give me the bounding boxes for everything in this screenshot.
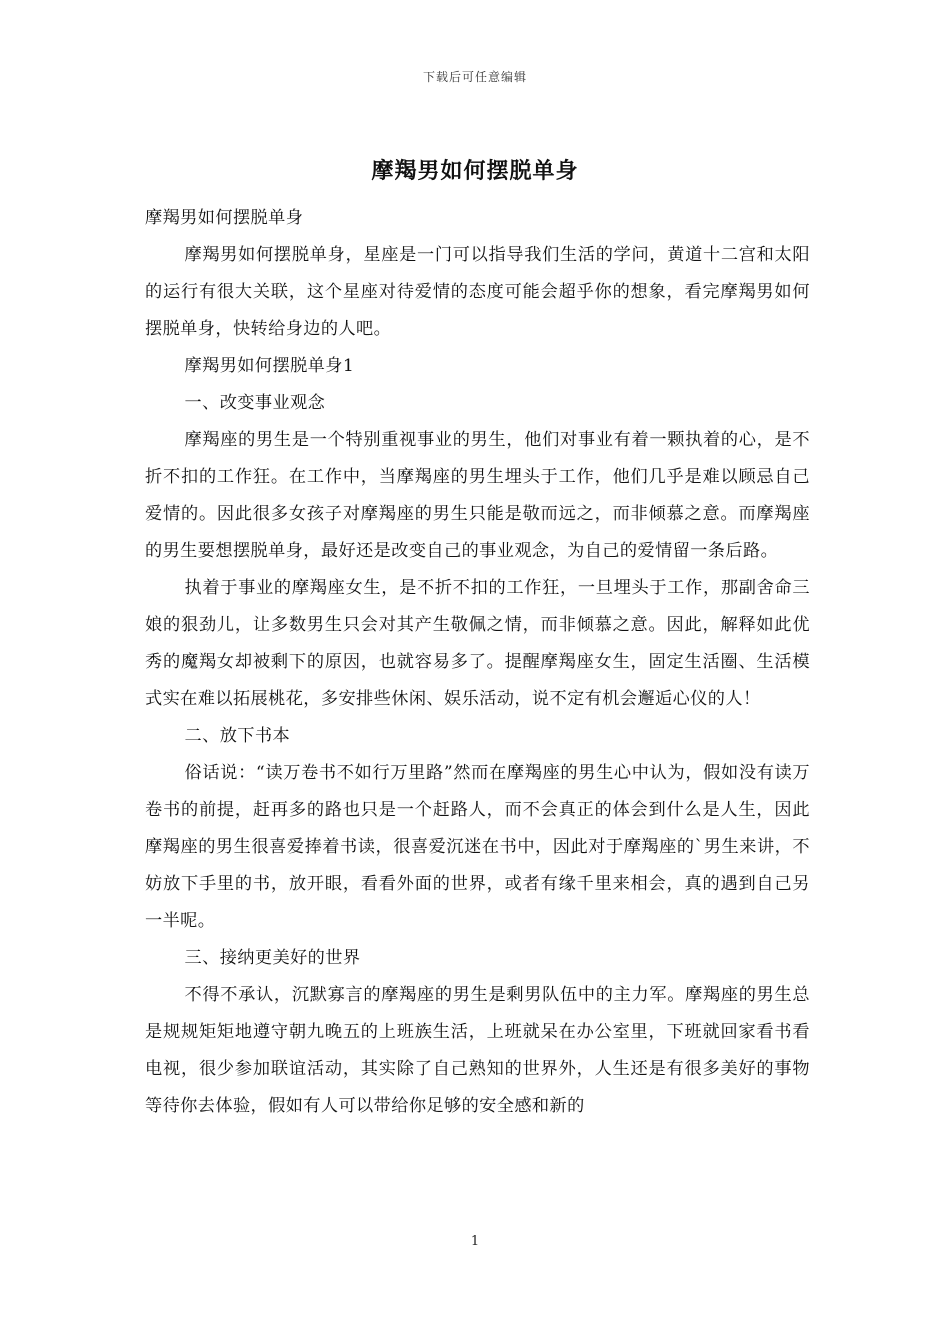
- page-header: 下载后可任意编辑: [422, 70, 527, 84]
- subtitle-line: 摩羯男如何摆脱单身: [145, 208, 304, 228]
- subheading-put-down-books: 二、放下书本: [184, 726, 291, 746]
- document-body: [145, 200, 810, 1125]
- body-paragraph: 俗话说：“读万卷书不如行万里路”然而在摩羯座的男生心中认为，假如没有读万卷书的前提，赶再多的路也只是一个赶路人，而不会真正的体会到什么是人生，因此摩羯座的男生很喜爱捧着书读，很喜爱沉迷在书中，因此对于摩羯座的`男生来讲，不妨放下手里的书，放开眼，看看外面的世界，或者有缘千里来相会，真的遇到自己另一半呢。: [145, 763, 811, 931]
- body-paragraph: 执着于事业的摩羯座女生，是不折不扣的工作狂，一旦埋头于工作，那副舍命三娘的狠劲儿，让多数男生只会对其产生敬佩之情，而非倾慕之意。因此，解释如此优秀的魔羯女却被剩下的原因，也就容易多了。提醒摩羯座女生，固定生活圈、生活模式实在难以拓展桃花，多安排些休闲、娱乐活动，说不定有机会邂逅心仪的人！: [145, 578, 810, 709]
- document-title: 摩羯男如何摆脱单身: [371, 158, 579, 184]
- section-heading-1: 摩羯男如何摆脱单身1: [184, 356, 355, 376]
- intro-paragraph: 摩羯男如何摆脱单身，星座是一门可以指导我们生活的学问，黄道十二宫和太阳的运行有很大关联，这个星座对待爱情的态度可能会超乎你的想象，看完摩羯男如何摆脱单身，快转给身边的人吧。: [145, 245, 810, 339]
- body-paragraph: 摩羯座的男生是一个特别重视事业的男生，他们对事业有着一颗执着的心，是不折不扣的工作狂。在工作中，当摩羯座的男生埋头于工作，他们几乎是难以顾忌自己爱情的。因此很多女孩子对摩羯座的男生只能是敬而远之，而非倾慕之意。而摩羯座的男生要想摆脱单身，最好还是改变自己的事业观念，为自己的爱情留一条后路。: [145, 430, 810, 561]
- body-paragraph: 不得不承认，沉默寡言的摩羯座的男生是剩男队伍中的主力军。摩羯座的男生总是规规矩矩地遵守朝九晚五的上班族生活，上班就呆在办公室里，下班就回家看书看电视，很少参加联谊活动，其实除了自己熟知的世界外，人生还是有很多美好的事物等待你去体验，假如有人可以带给你足够的安全感和新的: [145, 985, 810, 1116]
- subheading-embrace-world: 三、接纳更美好的世界: [184, 948, 361, 968]
- subheading-change-career: 一、改变事业观念: [184, 393, 326, 413]
- page-number: 1: [470, 1234, 480, 1249]
